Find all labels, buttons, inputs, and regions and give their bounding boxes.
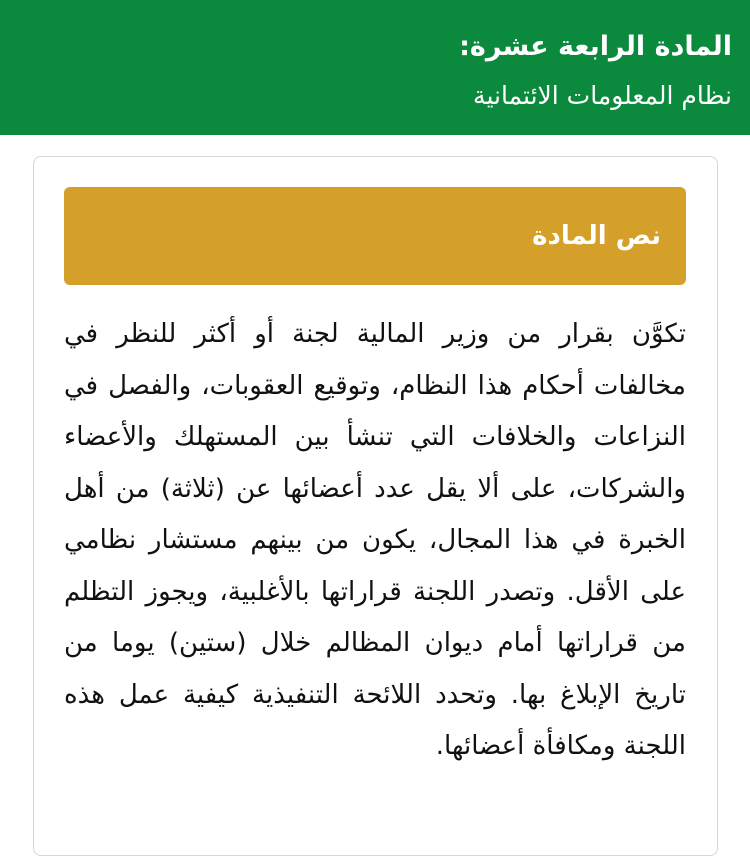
article-text-heading: نص المادة: [64, 187, 686, 285]
article-card: [33, 156, 718, 856]
article-text: تكوَّن بقرار من وزير المالية لجنة أو أكثر للنظر في مخالفات أحكام هذا النظام، وتوقيع العقوبات، والفصل في النزاعات والخلافات التي تنشأ بين المستهلك والأعضاء والشركات، على ألا يقل عدد أعضائها عن (ثلاثة) من أهل الخبرة في هذا المجال، يكون من بينهم مستشار نظامي على الأقل. وتصدر اللجنة قراراتها بالأغلبية، ويجوز التظلم من قراراتها أمام ديوان المظالم خلال (ستين) يوما من تاريخ الإبلاغ بها. وتحدد اللائحة التنفيذية كيفية عمل هذه اللجنة ومكافأة أعضائها.: [64, 319, 686, 761]
app-header: [0, 0, 750, 135]
law-name-subtitle: نظام المعلومات الائتمانية: [473, 81, 732, 110]
article-number-title: المادة الرابعة عشرة:: [459, 31, 732, 62]
